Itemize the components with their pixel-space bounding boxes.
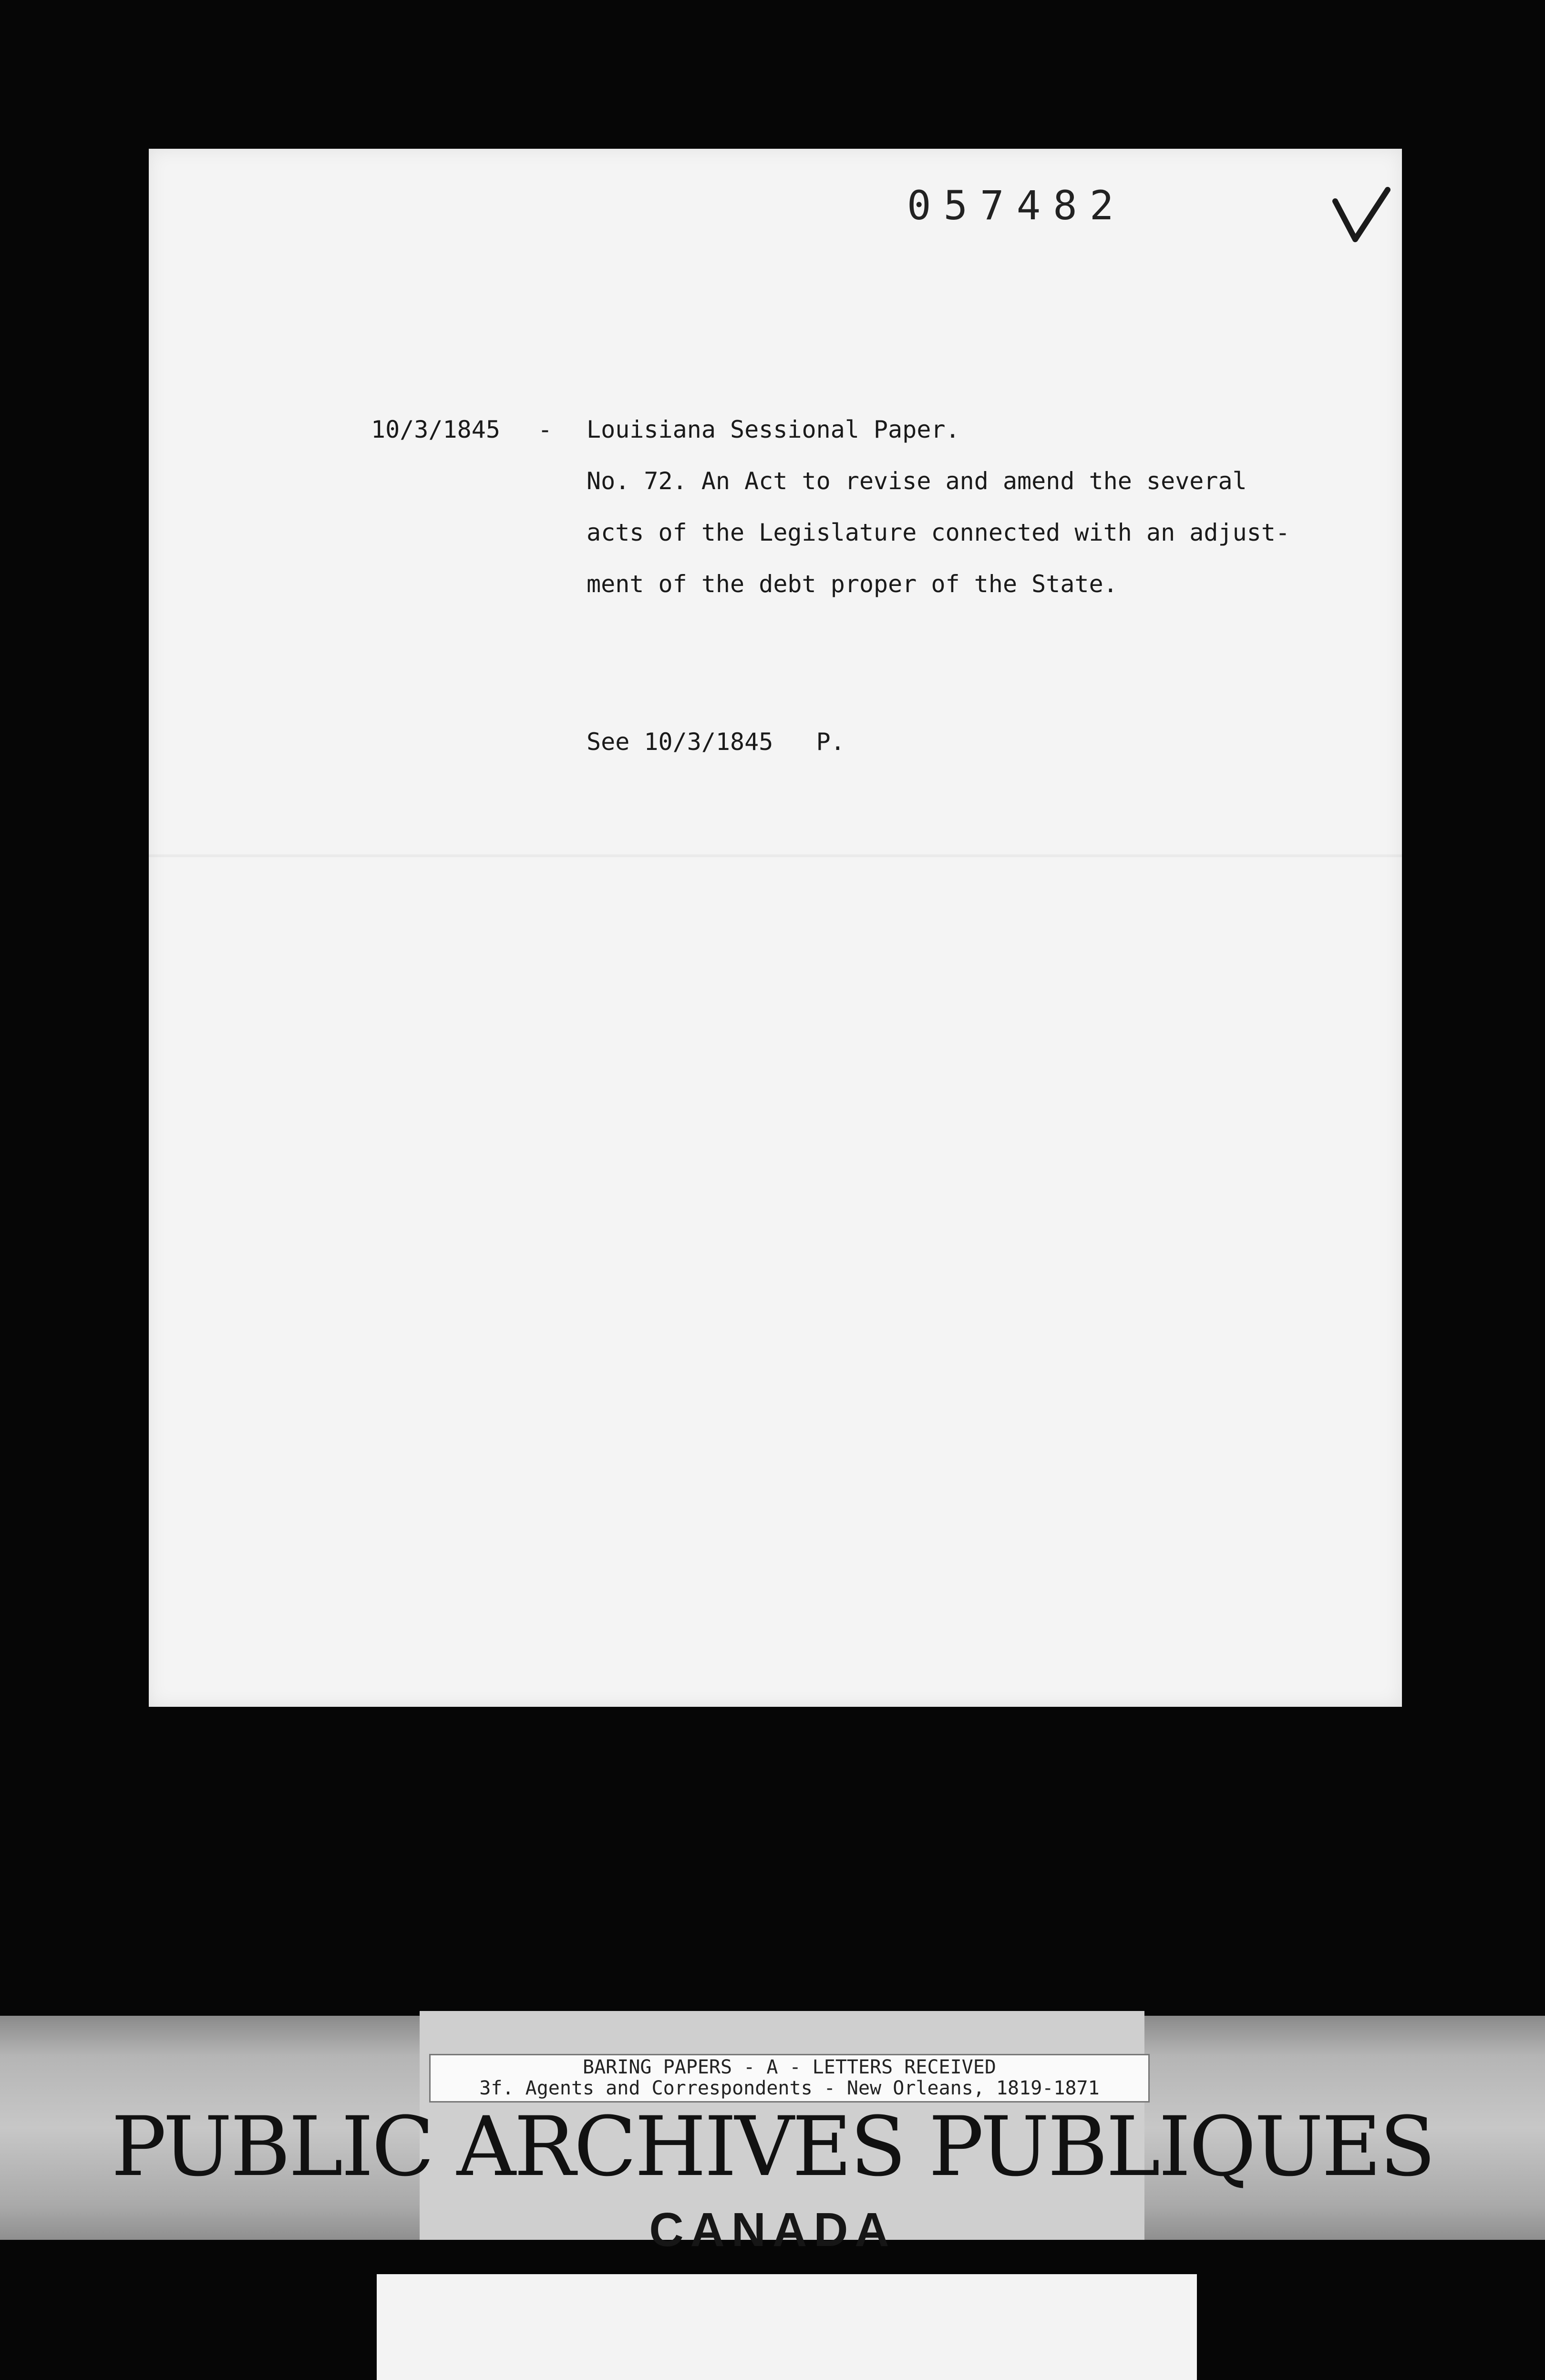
- caption-line: BARING PAPERS - A - LETTERS RECEIVED: [583, 2056, 996, 2078]
- check-mark-icon: [1331, 187, 1393, 244]
- entry-line: acts of the Legislature connected with an adjust-: [587, 519, 1290, 546]
- see-reference: See 10/3/1845 P.: [587, 728, 845, 756]
- paper-crease: [149, 854, 1402, 857]
- entry-title: Louisiana Sessional Paper.: [587, 416, 960, 443]
- country-name: CANADA: [649, 2203, 896, 2257]
- entry-line: ment of the debt proper of the State.: [587, 570, 1118, 598]
- institution-name: PUBLIC ARCHIVES PUBLIQUES: [111, 2099, 1434, 2195]
- next-frame-paper: [377, 2274, 1197, 2380]
- entry-dash: -: [538, 416, 553, 443]
- caption-line: 3f. Agents and Correspondents - New Orleans, 1819-1871: [479, 2077, 1100, 2099]
- document-sheet: [149, 149, 1402, 1707]
- entry-line: No. 72. An Act to revise and amend the several: [587, 467, 1247, 495]
- document-number: 057482: [907, 182, 1126, 229]
- entry-date: 10/3/1845: [371, 416, 500, 443]
- collection-caption: [429, 2054, 1150, 2103]
